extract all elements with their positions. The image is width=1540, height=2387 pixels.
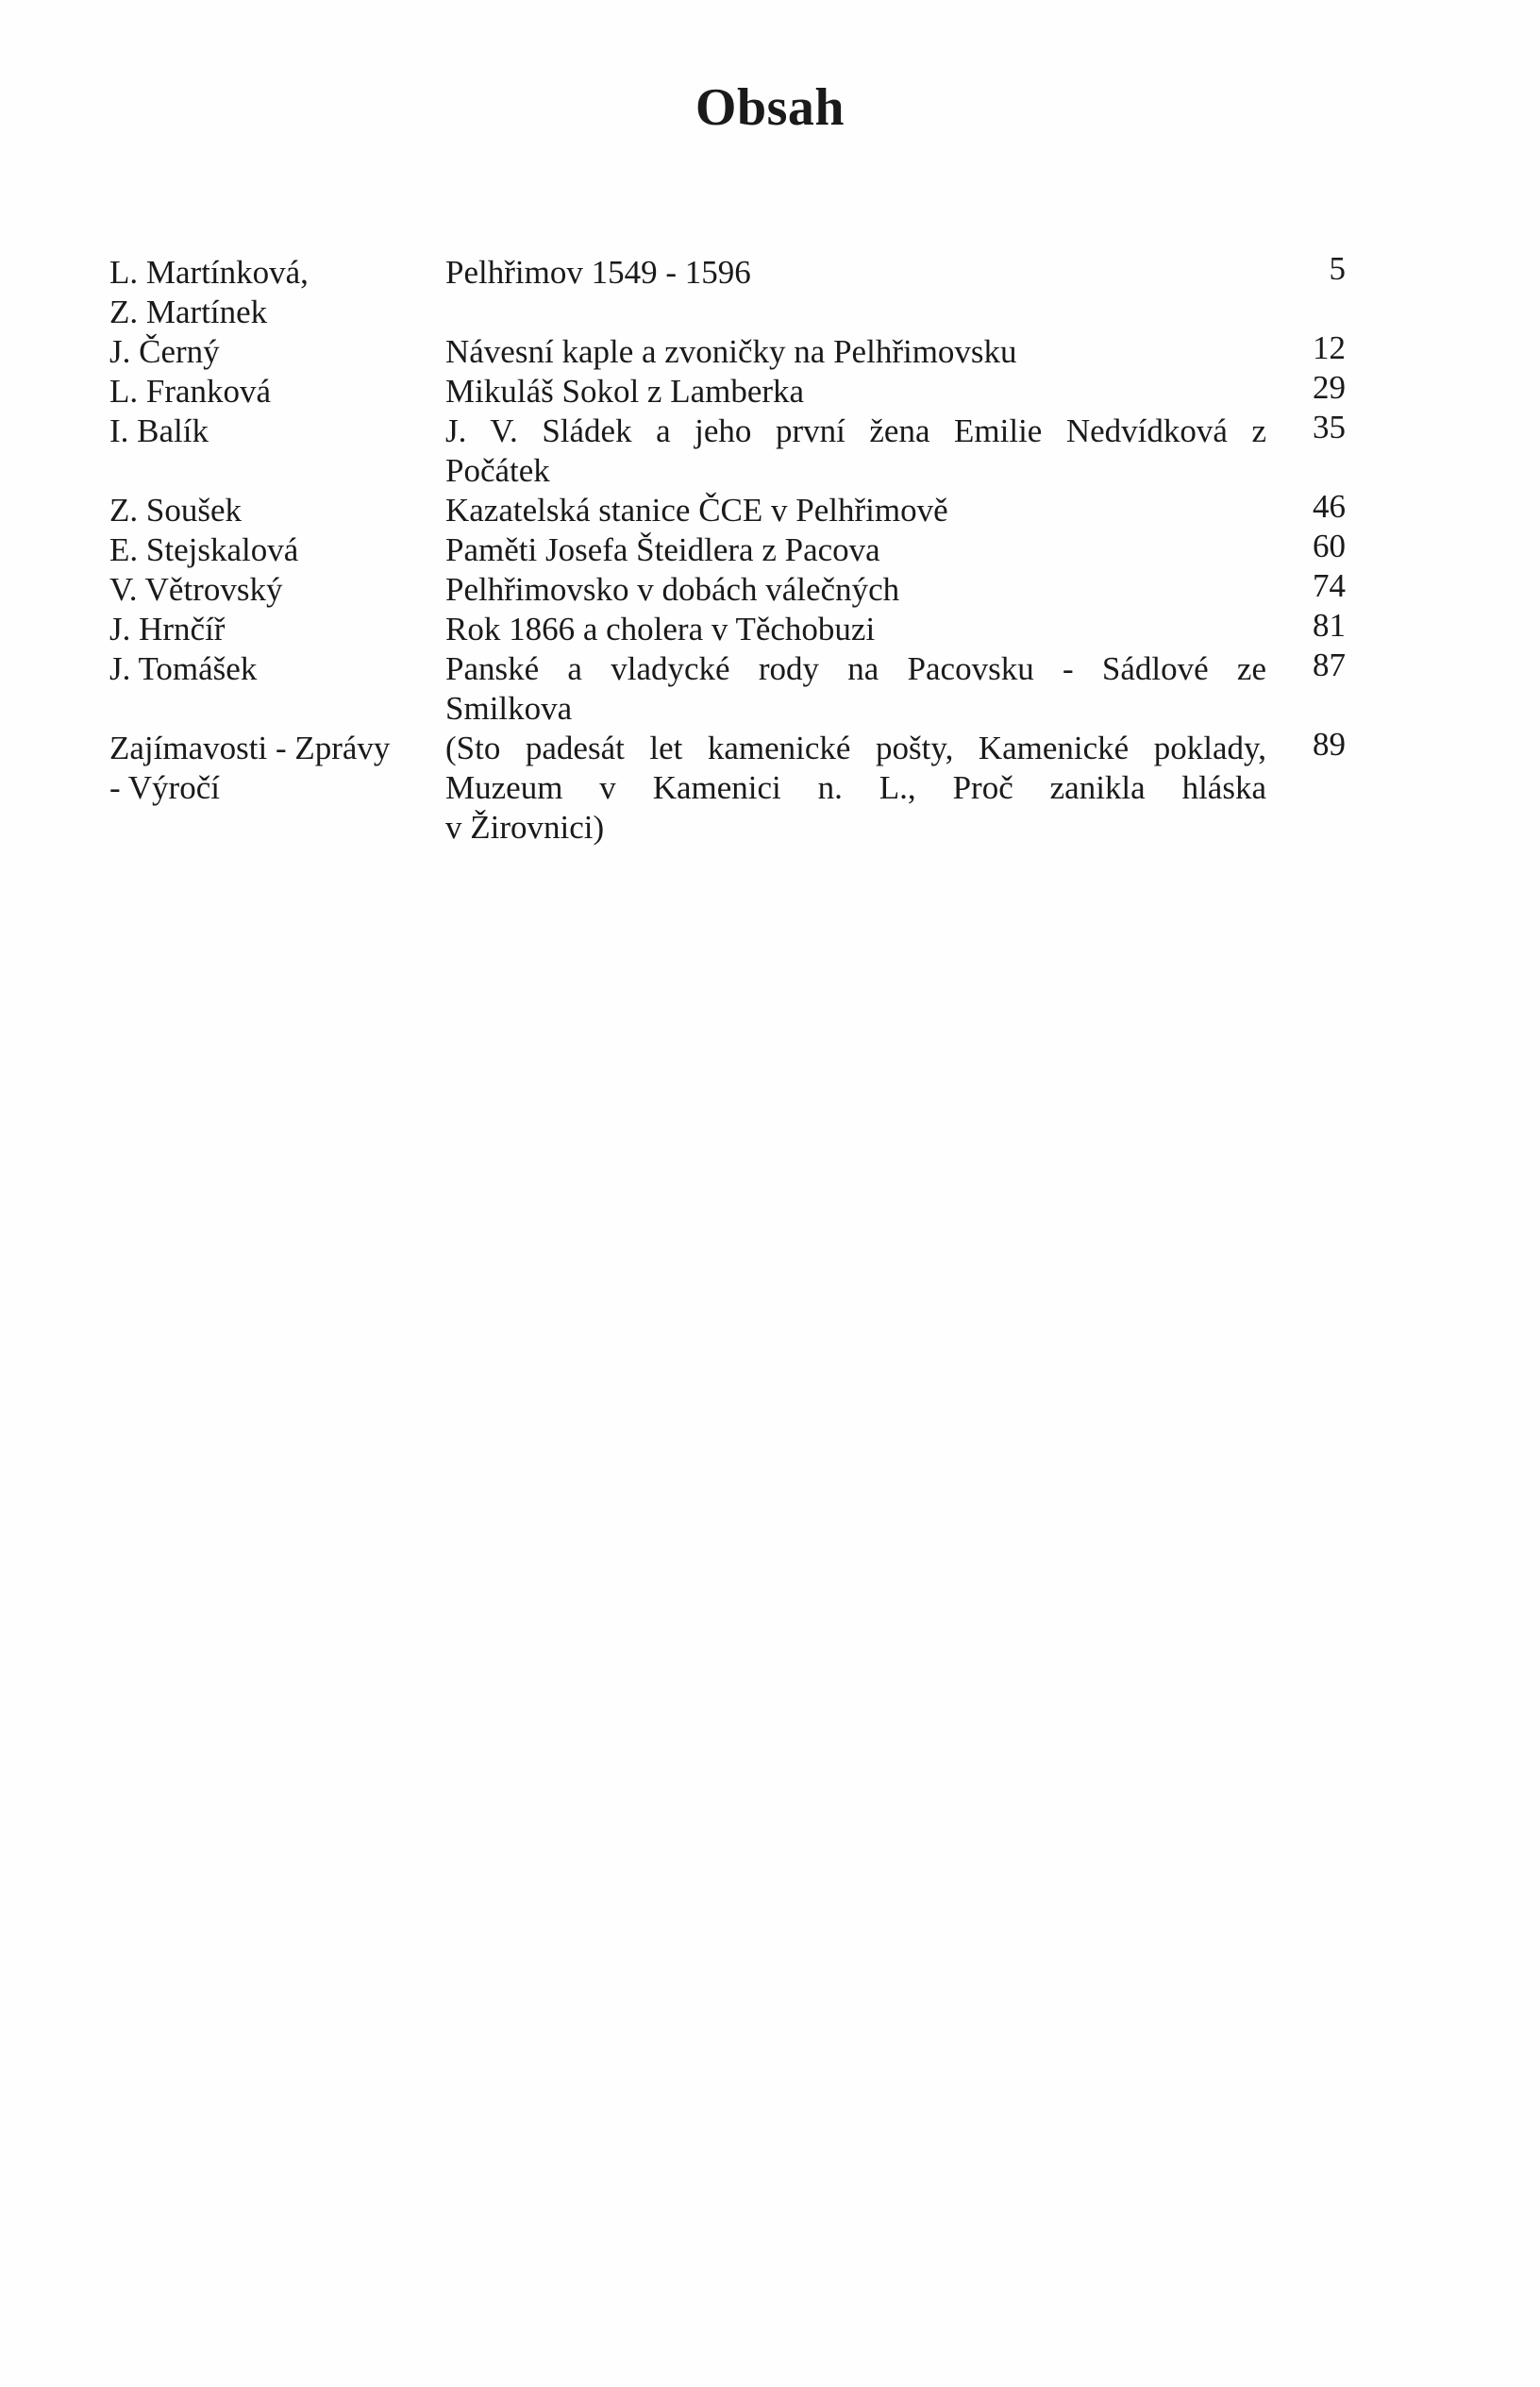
toc-article-title (445, 412, 1266, 491)
toc-entry (109, 567, 1346, 610)
toc-author (109, 649, 421, 689)
toc-entry (109, 726, 1346, 848)
toc-article-title (445, 332, 1266, 372)
article-line: Mikuláš Sokol z Lamberka (445, 373, 805, 410)
article-line: J. V. Sládek a jeho první žena Emilie Nedvídková z (445, 412, 1266, 449)
toc-author (109, 530, 421, 570)
toc-entry (109, 488, 1346, 530)
author-line: - Výročí (109, 769, 220, 806)
toc-entry (109, 369, 1346, 412)
toc-article-title (445, 729, 1266, 848)
article-line: Paměti Josefa Šteidlera z Pacova (445, 531, 880, 568)
toc-article-title (445, 610, 1266, 649)
toc-author (109, 570, 421, 610)
article-line: Smilkova (445, 690, 573, 727)
toc-page-number: 29 (1313, 369, 1346, 406)
toc-article-title (445, 530, 1266, 570)
toc-page-number: 35 (1313, 409, 1346, 445)
author-line: L. Franková (109, 373, 272, 410)
toc-page-number: 5 (1329, 250, 1346, 287)
toc-entry (109, 649, 1346, 729)
article-line: Kazatelská stanice ČCE v Pelhřimově (445, 492, 948, 529)
article-line: v Žirovnici) (445, 809, 605, 846)
toc-article-title (445, 372, 1266, 412)
toc-article-title (445, 649, 1266, 729)
toc-author (109, 253, 421, 332)
article-line: Počátek (445, 452, 550, 489)
page-title: Obsah (695, 78, 845, 137)
toc-author (109, 332, 421, 372)
article-line: Rok 1866 a cholera v Těchobuzi (445, 611, 876, 647)
toc-author (109, 412, 421, 451)
article-line: (Sto padesát let kamenické pošty, Kamenické poklady, (445, 730, 1266, 766)
author-line: L. Martínková, (109, 254, 309, 291)
author-line: V. Větrovský (109, 571, 283, 608)
toc-page-number: 81 (1313, 607, 1346, 644)
table-of-contents (109, 250, 1346, 848)
toc-page-number: 87 (1313, 647, 1346, 683)
author-line: Z. Martínek (109, 294, 268, 330)
toc-page-number: 12 (1313, 329, 1346, 366)
toc-entry (109, 329, 1346, 372)
toc-entry (109, 607, 1346, 649)
author-line: Z. Soušek (109, 492, 242, 529)
toc-entry (109, 250, 1346, 332)
toc-entry (109, 409, 1346, 491)
article-line: Pelhřimovsko v dobách válečných (445, 571, 900, 608)
toc-page-number: 89 (1313, 726, 1346, 763)
article-line-blank (445, 293, 1266, 332)
article-line: Návesní kaple a zvoničky na Pelhřimovsku (445, 333, 1017, 370)
author-line: E. Stejskalová (109, 531, 299, 568)
author-line: J. Tomášek (109, 650, 258, 687)
author-line: J. Černý (109, 333, 220, 370)
toc-article-title (445, 570, 1266, 610)
toc-author (109, 729, 421, 808)
author-line: J. Hrnčíř (109, 611, 226, 647)
toc-author (109, 372, 421, 412)
article-line: Panské a vladycké rody na Pacovsku - Sádlové ze (445, 650, 1266, 687)
toc-article-title (445, 253, 1266, 332)
author-line: Zajímavosti - Zprávy (109, 730, 391, 766)
toc-author (109, 610, 421, 649)
toc-article-title (445, 491, 1266, 530)
article-line: Pelhřimov 1549 - 1596 (445, 254, 751, 291)
toc-page-number: 60 (1313, 528, 1346, 564)
toc-page-number: 74 (1313, 567, 1346, 604)
toc-page-number: 46 (1313, 488, 1346, 525)
article-line: Muzeum v Kamenici n. L., Proč zanikla hláska (445, 769, 1266, 806)
toc-author (109, 491, 421, 530)
author-line: I. Balík (109, 412, 209, 449)
toc-entry (109, 530, 1346, 570)
